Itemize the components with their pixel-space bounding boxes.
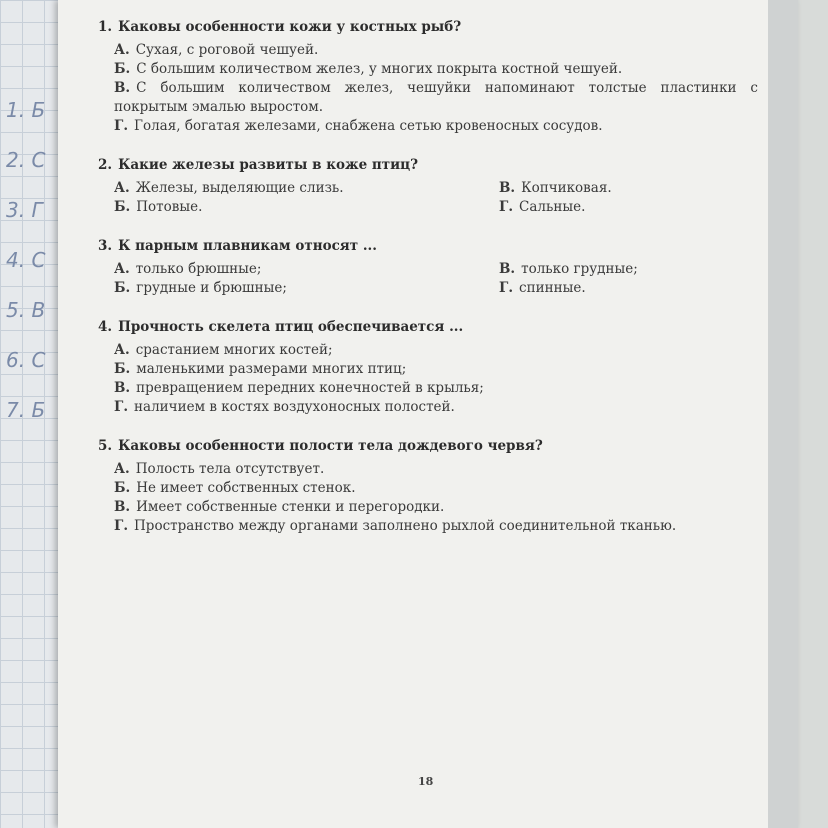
answer-option — [98, 479, 758, 498]
option-column-left — [98, 179, 373, 217]
option-letter: Б. — [114, 361, 131, 377]
option-text: Голая, богатая железами, снабжена сетью кровеносных сосудов. — [134, 118, 603, 134]
margin-note: 5. В — [6, 298, 46, 322]
question-number: 4. — [98, 319, 113, 335]
option-text: грудные и брюшные; — [136, 280, 287, 296]
option-letter: В. — [114, 380, 131, 396]
answer-option — [98, 179, 373, 198]
margin-note: 1. Б — [6, 98, 46, 122]
option-letter: В. — [499, 180, 516, 196]
answer-option — [98, 498, 758, 517]
question-number: 5. — [98, 438, 113, 454]
question-text: Прочность скелета птиц обеспечивается ... — [118, 319, 464, 335]
option-letter: Б. — [114, 61, 131, 77]
answer-option — [98, 260, 373, 279]
answer-option — [98, 279, 373, 298]
question-2 — [98, 156, 758, 217]
question-text: Каковы особенности кожи у костных рыб? — [118, 19, 462, 35]
option-letter: А. — [114, 180, 130, 196]
option-column-right — [373, 179, 758, 217]
margin-note: 6. С — [6, 348, 46, 372]
option-text: С большим количеством желез, чешуйки напоминают толстые пластинки с покрытым эмалью выростом. — [114, 80, 758, 115]
question-number: 1. — [98, 19, 113, 35]
answer-option — [98, 517, 758, 536]
option-letter: Г. — [114, 399, 129, 415]
option-columns — [98, 179, 758, 217]
option-text: Сухая, с роговой чешуей. — [135, 42, 319, 58]
margin-note: 7. Б — [6, 398, 46, 422]
option-letter: А. — [114, 461, 130, 477]
page-number: 18 — [418, 775, 434, 788]
answer-option — [98, 41, 758, 60]
option-text: С большим количеством желез, у многих покрыта костной чешуей. — [136, 61, 623, 77]
option-text: спинные. — [519, 280, 586, 296]
answer-option — [98, 60, 758, 79]
question-4 — [98, 318, 758, 417]
answer-option — [483, 179, 758, 198]
answer-option — [483, 260, 758, 279]
option-letter: В. — [114, 499, 131, 515]
option-letter: А. — [114, 342, 130, 358]
question-number: 3. — [98, 238, 113, 254]
answer-option — [483, 198, 758, 217]
option-text: Потовые. — [136, 199, 203, 215]
option-letter: В. — [499, 261, 516, 277]
option-letter: В. — [114, 80, 131, 96]
option-columns — [98, 260, 758, 298]
question-text: К парным плавникам относят ... — [118, 238, 377, 254]
question-text: Каковы особенности полости тела дождевого червя? — [118, 438, 543, 454]
question-title — [98, 237, 758, 256]
option-text: Пространство между органами заполнено рыхлой соединительной тканью. — [134, 518, 677, 534]
option-letter: Г. — [114, 118, 129, 134]
option-text: только грудные; — [521, 261, 638, 277]
option-column-right — [373, 260, 758, 298]
answer-option — [98, 117, 758, 136]
question-5 — [98, 437, 758, 536]
question-3 — [98, 237, 758, 298]
answer-option — [98, 79, 758, 117]
question-title — [98, 156, 758, 175]
option-text: Сальные. — [519, 199, 586, 215]
page-edge — [768, 0, 798, 828]
option-text: наличием в костях воздухоносных полостей. — [134, 399, 455, 415]
answer-option — [98, 460, 758, 479]
answer-option — [98, 198, 373, 217]
option-letter: А. — [114, 42, 130, 58]
option-letter: Б. — [114, 199, 131, 215]
option-text: Копчиковая. — [521, 180, 612, 196]
option-text: Полость тела отсутствует. — [135, 461, 325, 477]
option-text: превращением передних конечностей в крылья; — [136, 380, 484, 396]
answer-option — [98, 341, 758, 360]
option-text: только брюшные; — [135, 261, 262, 277]
option-text: Железы, выделяющие слизь. — [135, 180, 344, 196]
option-column-left — [98, 260, 373, 298]
option-text: срастанием многих костей; — [135, 342, 333, 358]
question-number: 2. — [98, 157, 113, 173]
margin-note: 2. С — [6, 148, 46, 172]
answer-option — [98, 379, 758, 398]
option-letter: Г. — [114, 518, 129, 534]
question-title — [98, 437, 758, 456]
answer-option — [98, 360, 758, 379]
option-text: маленькими размерами многих птиц; — [136, 361, 407, 377]
margin-note: 4. С — [6, 248, 46, 272]
margin-note: 3. Г — [6, 198, 43, 222]
question-title — [98, 318, 758, 337]
option-letter: Б. — [114, 280, 131, 296]
question-title — [98, 18, 758, 37]
question-text: Какие железы развиты в коже птиц? — [118, 157, 419, 173]
option-letter: А. — [114, 261, 130, 277]
option-letter: Г. — [499, 199, 514, 215]
option-text: Имеет собственные стенки и перегородки. — [136, 499, 445, 515]
option-text: Не имеет собственных стенок. — [136, 480, 356, 496]
answer-option — [98, 398, 758, 417]
answer-option — [483, 279, 758, 298]
option-letter: Б. — [114, 480, 131, 496]
option-letter: Г. — [499, 280, 514, 296]
question-list — [98, 18, 758, 556]
printed-page — [58, 0, 798, 828]
question-1 — [98, 18, 758, 136]
